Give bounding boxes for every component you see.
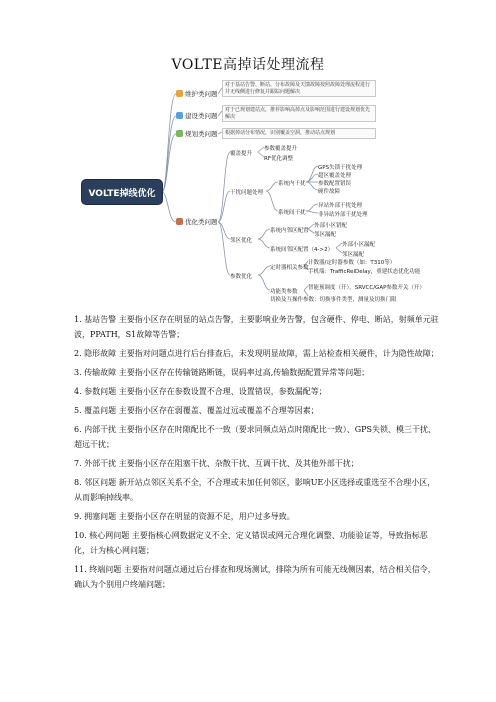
node-interference-sub: 异站外部干扰处理	[318, 203, 363, 209]
branch-description: 对于基站告警、断站、分布故障及天馈故障按照故障处理流程进行并无线侧进行修复并跟踪问题解决	[222, 80, 376, 97]
node-intra-neighbor: 系统内邻区配置	[270, 228, 309, 234]
branch-label: 优化类问题	[185, 218, 218, 226]
node-inter-neighbor: 系统间邻区配置（4->2）	[270, 247, 334, 253]
branch-label: 规划类问题	[185, 130, 218, 138]
cause-list	[74, 312, 442, 596]
list-item: 2. 隐形故障 主要指对问题点进行后台排查后，未发现明显故障，需上站检查相关硬件，计为隐性故障；	[74, 349, 439, 358]
list-item: 3. 传输故障 主要指小区存在传输链路断链，误码率过高,传输数据配置异常等问题；	[74, 368, 370, 377]
node-neighbor-sub: 邻区漏配	[314, 232, 337, 238]
node-coverage: 覆盖提升	[230, 151, 253, 157]
node-timer-params: 定时器相关参数	[270, 265, 309, 271]
node-interference-sub: 硬件故障	[318, 189, 341, 195]
optimization-icon	[176, 218, 183, 225]
mindmap-root: VOLTE掉线优化	[82, 180, 162, 204]
node-param-sub: 计数器/定时器参数（如：T310等）	[308, 260, 396, 266]
node-intra-interference: 系统内干扰	[278, 181, 306, 187]
node-interference-sub: GPS失锁干扰处理	[318, 165, 363, 171]
maintenance-icon	[176, 90, 183, 97]
node-interference-sub: 超区覆盖处理	[318, 173, 352, 179]
branch-maintenance	[176, 89, 218, 98]
branch-label: 建设类问题	[185, 112, 218, 120]
branch-planning	[176, 129, 218, 138]
list-item: 4. 参数问题 主要指小区存在参数设置不合理、设置错误，参数漏配等；	[74, 387, 327, 396]
node-coverage-sub: 参数覆盖提升	[264, 146, 298, 152]
node-neighbor-sub: 外部小区漏配	[342, 242, 376, 248]
construction-icon	[176, 112, 183, 119]
list-item: 1. 基站告警 主要指小区存在明显的站点告警，主要影响业务告警，包含硬件、停电、断站，射频单元驻波，PPATH，S1故障等告警；	[74, 315, 439, 339]
list-item: 10. 核心网问题 主要指核心网数据定义不全、定义错误或网元合理化调整、功能验证等，导致指标恶化，计为核心网问题；	[74, 531, 428, 555]
node-interference: 干扰问题处理	[230, 190, 264, 196]
branch-label: 维护类问题	[185, 90, 218, 98]
node-inter-interference: 系统间干扰	[278, 210, 306, 216]
list-item: 6. 内部干扰 主要指小区存在时隙配比不一致（要求同频点站点时隙配比一致）、GPS失锁、模三干扰、超远干扰；	[74, 425, 436, 449]
branch-description: 根据掉话分布情况，识别覆盖空洞，推动站点规划	[222, 128, 376, 139]
node-parameters: 参数优化	[230, 274, 253, 280]
node-neighbor: 邻区优化	[230, 238, 253, 244]
list-item: 9. 拥塞问题 主要指小区存在明显的资源不足，用户过多导致。	[74, 512, 295, 521]
node-function-params: 功能类参数	[270, 289, 298, 295]
branch-construction	[176, 111, 218, 120]
node-interference-sub: 参数配置错误	[318, 181, 352, 187]
node-param-sub: 手机端：TrafficRelDelay，重建状态优化功能	[308, 269, 421, 275]
list-item: 7. 外部干扰 主要指小区存在阻塞干扰、杂散干扰、互调干扰、及其他外部干扰；	[74, 459, 359, 468]
node-param-sub: 切换及互操作参数：切换事件类型，测量及切换门限	[270, 297, 397, 303]
mindmap	[68, 74, 438, 306]
list-item: 8. 邻区问题 新开站点邻区关系不全，不合理或未加任何邻区，影响UE小区选择或重选至不合理小区，从而影响掉线率。	[74, 478, 436, 502]
node-interference-sub: 非异站外部干扰处理	[318, 212, 368, 218]
list-item: 5. 覆盖问题 主要指小区存在弱覆盖、覆盖过远或覆盖不合理等因素；	[74, 406, 319, 415]
node-coverage-sub: RF优化调整	[264, 156, 293, 162]
branch-optimization	[176, 217, 218, 226]
branch-description: 对于已规划建站点，推荐影响高掉点及影响范围进行建设规划优先解决	[222, 105, 376, 122]
node-param-sub: 智能预调度（开），SRVCC/GAP参数开关（开）	[308, 285, 425, 291]
node-neighbor-sub: 外部小区错配	[314, 223, 348, 229]
node-neighbor-sub: 邻区漏配	[342, 252, 365, 258]
planning-icon	[176, 130, 183, 137]
list-item: 11. 终端问题 主要指对问题点通过后台排查和现场测试，排除为所有可能无线侧因素，结合相关信令，确认为个别用户终端问题；	[74, 565, 436, 589]
page-title: VOLTE高掉话处理流程	[171, 57, 325, 73]
